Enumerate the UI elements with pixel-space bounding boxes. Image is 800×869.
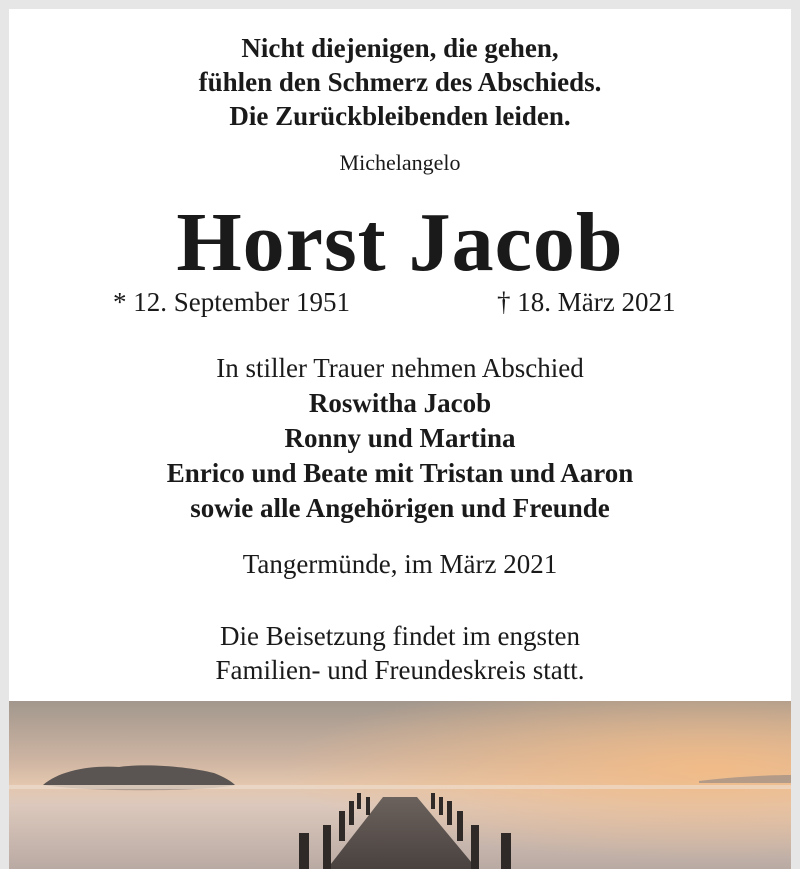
quote: [9, 31, 791, 133]
mourners: [9, 351, 791, 526]
burial-note: [9, 619, 791, 687]
death-date: † 18. März 2021: [497, 287, 676, 317]
place-date: Tangermünde, im März 2021: [242, 549, 558, 579]
deceased-name: Horst Jacob: [176, 196, 624, 289]
mourner-line: Enrico und Beate mit Tristan und Aaron: [166, 458, 634, 488]
mourner-line: sowie alle Angehörigen und Freunde: [190, 493, 610, 523]
quote-line: Die Zurückbleibenden leiden.: [229, 101, 571, 131]
life-dates: [9, 287, 791, 321]
birth-date: * 12. September 1951: [113, 287, 350, 317]
burial-line: Die Beisetzung findet im engsten: [220, 621, 580, 651]
mourners-intro: In stiller Trauer nehmen Abschied: [216, 353, 584, 383]
mourner-line: Ronny und Martina: [284, 423, 516, 453]
quote-line: fühlen den Schmerz des Abschieds.: [198, 67, 602, 97]
burial-line: Familien- und Freundeskreis statt.: [215, 655, 585, 685]
quote-author: Michelangelo: [339, 150, 461, 175]
quote-line: Nicht diejenigen, die gehen,: [241, 33, 559, 63]
lake-pier-photo: [9, 701, 791, 869]
mourner-line: Roswitha Jacob: [308, 388, 492, 418]
